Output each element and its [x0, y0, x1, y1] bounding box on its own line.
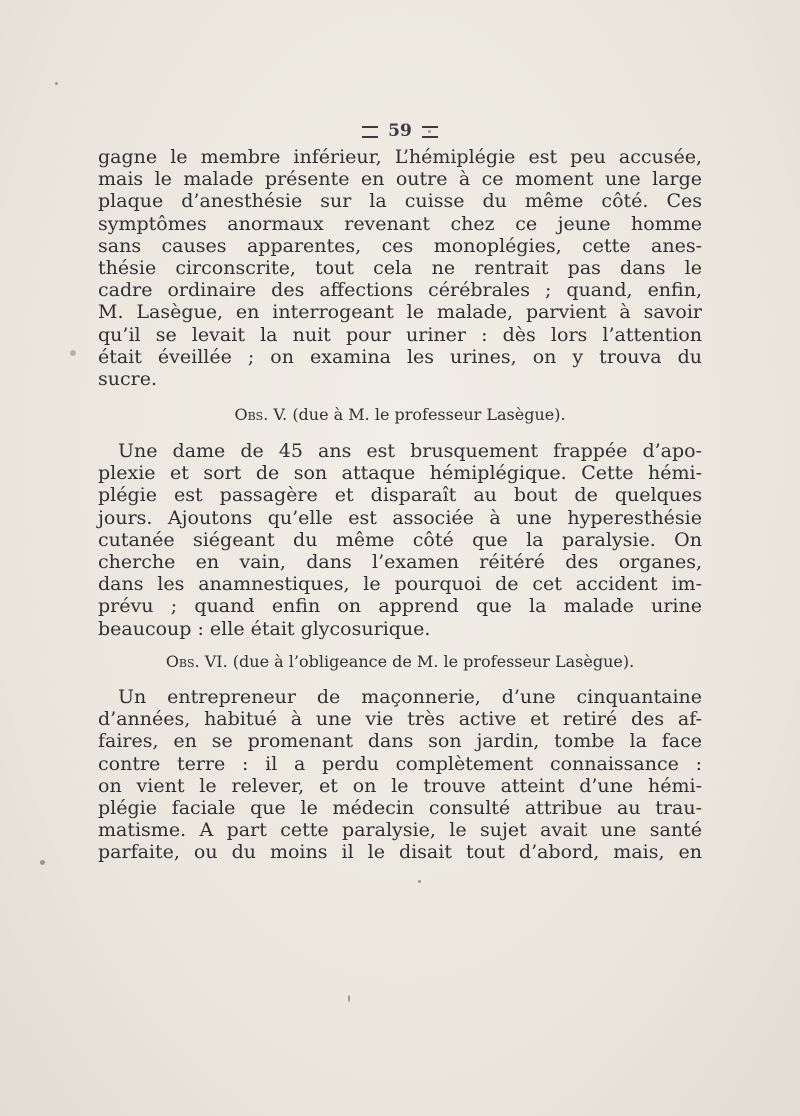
text-line: contre terre : il a perdu complètement connaissance : — [98, 752, 702, 775]
paper-speck — [418, 880, 421, 883]
observation-heading-5 — [0, 405, 800, 425]
paper-speck — [55, 82, 58, 85]
text-line: M. Lasègue, en interrogeant le malade, parvient à savoir — [98, 301, 702, 324]
text-line: était éveillée ; on examina les urines, on y trouva du — [98, 345, 702, 368]
text-line: thésie circonscrite, tout cela ne rentrait pas dans le — [98, 256, 702, 279]
paragraph-2 — [98, 440, 702, 640]
text-line: on vient le relever, et on le trouve atteint d’une hémi- — [98, 774, 702, 797]
text-line: dans les anamnestiques, le pourquoi de cet accident im- — [98, 573, 702, 596]
text-line: cherche en vain, dans l’examen réitéré des organes, — [98, 550, 702, 573]
text-line: plexie et sort de son attaque hémiplégique. Cette hémi- — [98, 462, 702, 485]
text-line: mais le malade présente en outre à ce moment une large — [98, 168, 702, 191]
text-line: jours. Ajoutons qu’elle est associée à une hyperesthésie — [98, 506, 702, 529]
text-line: beaucoup : elle était glycosurique. — [98, 617, 431, 640]
text-line: cadre ordinaire des affections cérébrales ; quand, enfin, — [98, 279, 702, 302]
header-ornament-left — [362, 126, 378, 138]
page-number: 59 — [388, 121, 412, 141]
text-line: prévu ; quand enfin on apprend que la malade urine — [98, 595, 702, 618]
paragraph-3 — [98, 686, 702, 864]
observation-attribution: (due à M. le professeur Lasègue). — [292, 405, 566, 424]
text-line: cutanée siégeant du même côté que la paralysie. On — [98, 528, 702, 551]
text-line: Un entrepreneur de maçonnerie, d’une cinquantaine — [118, 686, 702, 708]
text-line: d’années, habitué à une vie très active et retiré des af- — [98, 708, 702, 731]
text-line: matisme. A part cette paralysie, le sujet avait une santé — [98, 819, 702, 842]
paragraph-1 — [98, 146, 702, 390]
text-line: plégie est passagère et disparaît au bout de quelques — [98, 484, 702, 507]
paper-speck — [428, 130, 431, 133]
text-line: parfaite, ou du moins il le disait tout d’abord, mais, en — [98, 841, 702, 864]
text-line: symptômes anormaux revenant chez ce jeune homme — [98, 212, 702, 235]
text-line: sucre. — [98, 367, 157, 390]
text-line: sans causes apparentes, ces monoplégies, cette anes- — [98, 234, 702, 257]
paper-speck — [40, 860, 45, 865]
text-line: qu’il se levait la nuit pour uriner : dès lors l’attention — [98, 323, 702, 346]
observation-attribution: (due à l’obligeance de M. le professeur Lasègue). — [232, 652, 635, 671]
text-line: faires, en se promenant dans son jardin, tombe la face — [98, 730, 702, 753]
observation-label: Obs. V. — [234, 405, 288, 424]
text-line: plégie faciale que le médecin consulté attribue au trau- — [98, 796, 702, 819]
text-line: Une dame de 45 ans est brusquement frappée d’apo- — [118, 440, 702, 462]
paper-speck — [348, 995, 350, 1002]
observation-heading-6 — [0, 652, 800, 672]
observation-label: Obs. VI. — [165, 652, 228, 671]
paper-speck — [70, 350, 76, 356]
text-line: plaque d’anesthésie sur la cuisse du même côté. Ces — [98, 190, 702, 213]
page-header — [0, 121, 800, 141]
text-line: gagne le membre inférieur, L’hémiplégie est peu accusée, — [98, 146, 702, 168]
